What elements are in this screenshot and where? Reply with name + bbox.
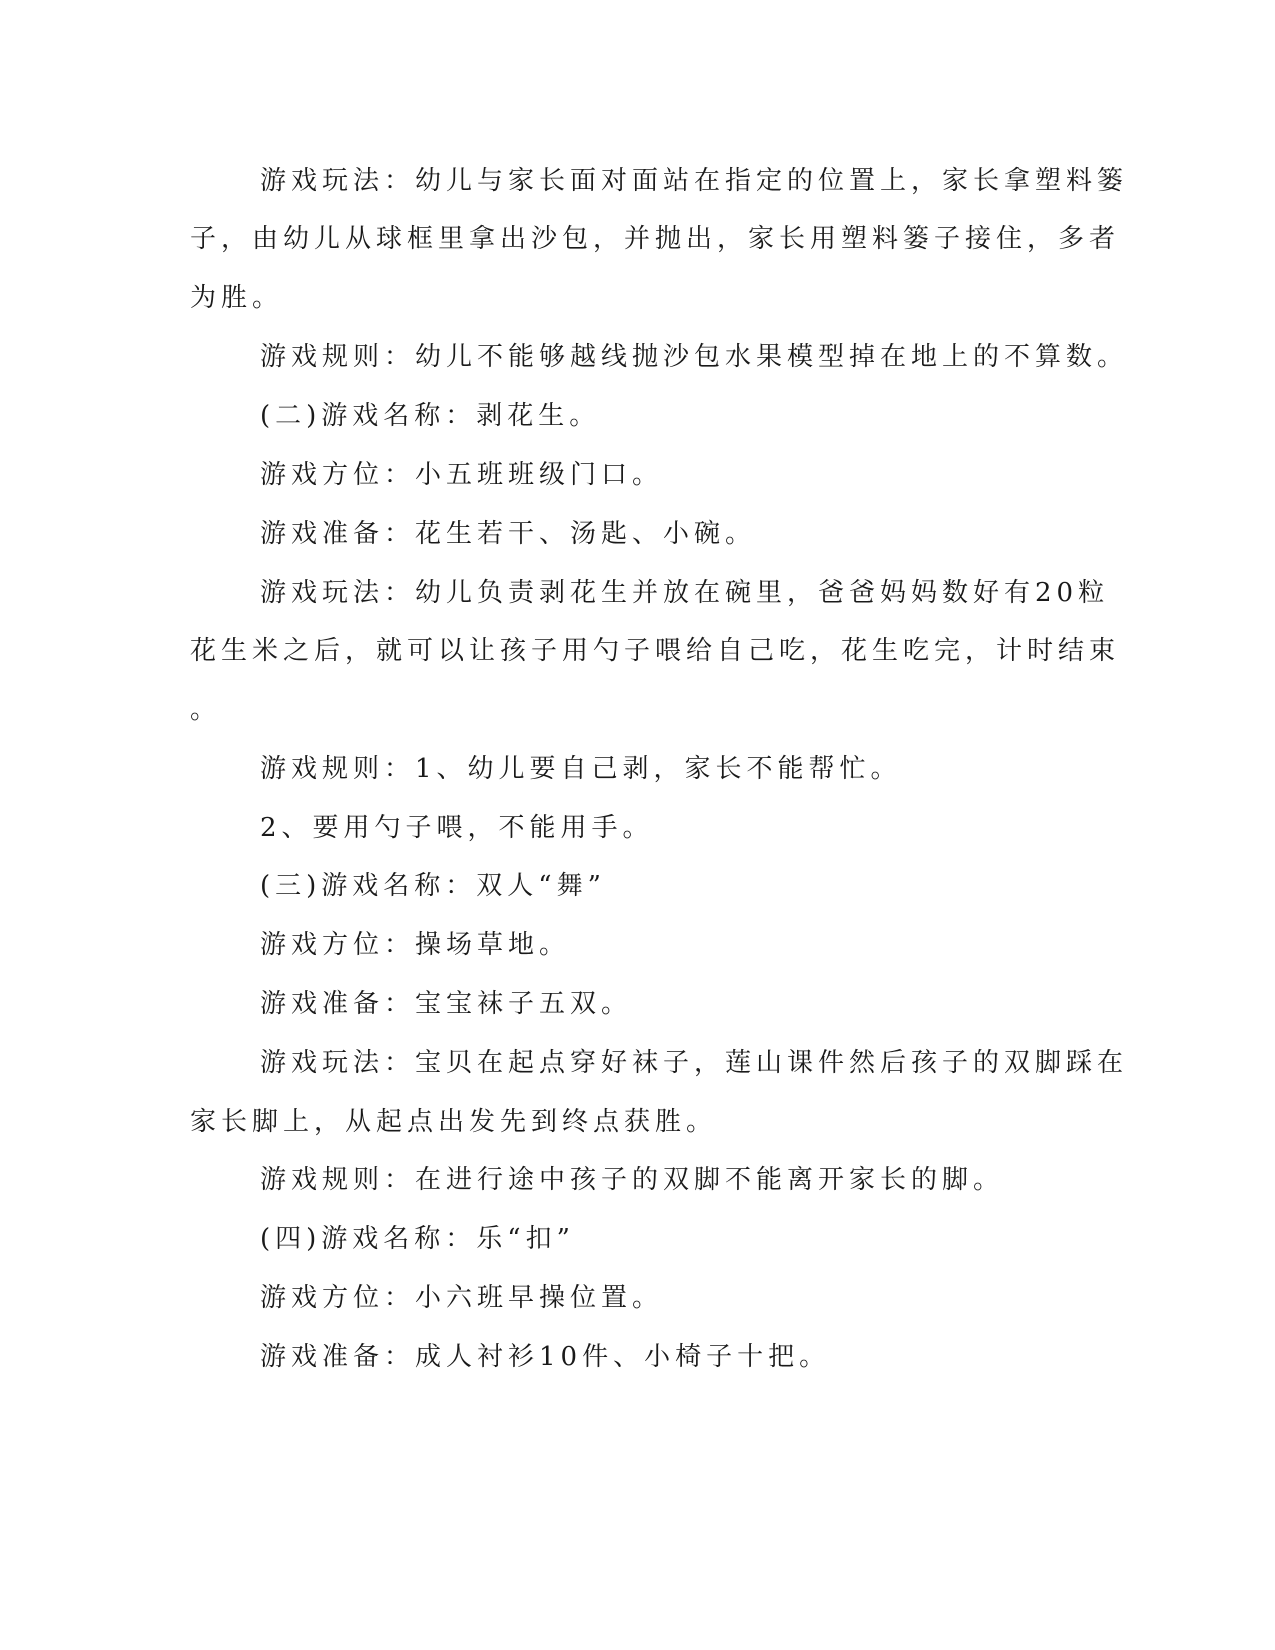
paragraph-line: 花生米之后，就可以让孩子用勺子喂给自己吃，花生吃完，计时结束 xyxy=(190,636,1121,666)
section-heading: (四)游戏名称：乐“扣” xyxy=(260,1224,575,1254)
paragraph-line: 游戏玩法：幼儿与家长面对面站在指定的位置上，家长拿塑料篓 xyxy=(260,166,1129,196)
paragraph-line: 游戏规则：幼儿不能够越线抛沙包水果模型掉在地上的不算数。 xyxy=(260,342,1129,372)
paragraph-line: 游戏方位：小六班早操位置。 xyxy=(260,1283,664,1313)
paragraph-line: 游戏准备：宝宝袜子五双。 xyxy=(260,989,633,1019)
paragraph-line: 游戏方位：小五班班级门口。 xyxy=(260,460,664,490)
paragraph-line: 2、要用勺子喂，不能用手。 xyxy=(260,813,654,843)
paragraph-line: 为胜。 xyxy=(190,283,284,313)
paragraph-line: 子，由幼儿从球框里拿出沙包，并抛出，家长用塑料篓子接住，多者 xyxy=(190,224,1121,254)
paragraph-line: 。 xyxy=(190,695,222,725)
paragraph-line: 游戏准备：花生若干、汤匙、小碗。 xyxy=(260,519,757,549)
paragraph-line: 游戏规则：在进行途中孩子的双脚不能离开家长的脚。 xyxy=(260,1165,1005,1195)
paragraph-line: 游戏准备：成人衬衫10件、小椅子十把。 xyxy=(260,1342,831,1372)
paragraph-line: 游戏方位：操场草地。 xyxy=(260,930,571,960)
paragraph-line: 游戏玩法：宝贝在起点穿好袜子，莲山课件然后孩子的双脚踩在 xyxy=(260,1048,1129,1078)
section-heading: (三)游戏名称：双人“舞” xyxy=(260,871,606,901)
section-heading: (二)游戏名称：剥花生。 xyxy=(260,401,601,431)
paragraph-line: 游戏规则：1、幼儿要自己剥，家长不能帮忙。 xyxy=(260,754,902,784)
paragraph-line: 游戏玩法：幼儿负责剥花生并放在碗里，爸爸妈妈数好有20粒 xyxy=(260,578,1110,608)
paragraph-line: 家长脚上，从起点出发先到终点获胜。 xyxy=(190,1107,718,1137)
